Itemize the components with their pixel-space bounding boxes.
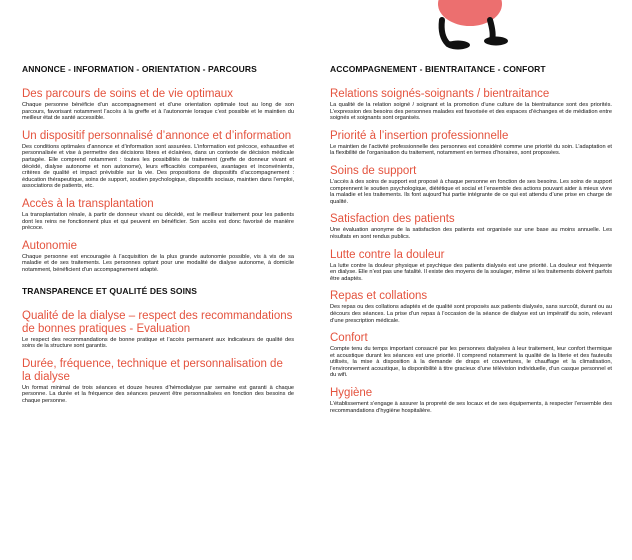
item-body: Le maintien de l’activité professionnelle des personnes est considéré comme une priorité du soin. L’adaptation et la flexibilité de l’organisation du traitement, notamment en termes d’horaires, sont proposées.: [330, 143, 612, 157]
item-title: Confort: [330, 332, 368, 345]
item-title: Satisfaction des patients: [330, 213, 455, 226]
item-title: Des parcours de soins et de vie optimaux: [22, 88, 233, 100]
item-body: La qualité de la relation soigné / soignant et la promotion d’une culture de la bientraitance sont des priorités. L’expression des besoins des personnes malades est favorisée et des espaces d’échanges et de médiation entre soignés et soignants sont organisés.: [330, 102, 612, 122]
item-body: Des conditions optimales d’annonce et d’information sont assurées. L’information est précoce, exhaustive et personnalisée et vise à permettre des décisions libres et éclairées, dans un contexte de décision médicale partagée. Elle comprend notamment : toutes les possibilités de traitement (greffe de donneur vivant et décédé, dialyse autonome et non autonome), leurs efficacités comparées, avantages et inconvénients, critères de qualité et impact prévisible sur la vie. Des propositions de dispositifs d’accompagnement : éducation thérapeutique, soins de support, soutien psychologique, dispositifs sociaux, maintien dans l’emploi, associations de patients, etc.: [22, 143, 294, 190]
item-body: La lutte contre la douleur physique et psychique des patients dialysés est une priorité. La douleur est fréquente en dialyse. Elle n’est pas une fatalité. Il existe des moyens de la soulager, même si les traitements doivent parfois être adaptés.: [330, 262, 612, 282]
item-title: Soins de support: [330, 164, 417, 177]
item-title: Un dispositif personnalisé d’annonce et d’information: [22, 129, 292, 142]
item-dispositif: [22, 130, 294, 190]
section-title-annonce: ANNONCE - INFORMATION - ORIENTATION - PARCOURS: [22, 64, 257, 74]
item-douleur: [330, 249, 612, 283]
item-qualite-dialyse: [22, 310, 294, 350]
item-title: Priorité à l’insertion professionnelle: [330, 129, 509, 142]
item-soins-support: [330, 165, 612, 205]
section-title-accompagnement: ACCOMPAGNEMENT - BIENTRAITANCE - CONFORT: [330, 64, 546, 74]
item-insertion: [330, 130, 612, 157]
item-duree-dialyse: [22, 358, 294, 405]
section-title-transparence: TRANSPARENCE ET QUALITÉ DES SOINS: [22, 285, 198, 296]
item-title: Durée, fréquence, technique et personnalisation de la dialyse: [22, 357, 283, 383]
item-title: Hygiène: [330, 387, 373, 400]
item-title: Autonomie: [22, 239, 77, 252]
item-title: Qualité de la dialyse – respect des recommandations de bonnes pratiques - Evaluation: [22, 309, 293, 335]
mascot-illustration: [420, 0, 530, 50]
item-transplantation: [22, 198, 294, 232]
item-body: L’accès à des soins de support est proposé à chaque personne en fonction de ses besoins. Les soins de support comprennent le soutien psychologique, diététique et social et l’ensemble des actions pouvant aider à mieux vivre la maladie et les traitements. Ils font aujourd’hui partie intégrante de ce qui est attendu d’une prise en charge de qualité.: [330, 178, 612, 205]
right-column: [330, 64, 612, 422]
item-body: La transplantation rénale, à partir de donneur vivant ou décédé, est le meilleur traitement pour les patients dont les reins ne fonctionnent plus et qui peuvent en bénéficier. Son accès est donc favorisé de manière précoce.: [22, 211, 294, 232]
item-body: Un format minimal de trois séances et douze heures d’hémodialyse par semaine est garanti à chaque personne. La durée et la fréquence des séances peuvent être personnalisées en fonction des besoins de chaque personne.: [22, 384, 294, 404]
item-title: Accès à la transplantation: [22, 197, 154, 210]
item-title: Relations soignés-soignants / bientraitance: [330, 88, 550, 100]
item-hygiene: [330, 387, 612, 414]
left-column: [22, 64, 294, 412]
item-body: L’établissement s’engage à assurer la propreté de ses locaux et de ses équipements, à respecter l’ensemble des recommandations d’hygiène hospitalière.: [330, 401, 612, 414]
item-title: Lutte contre la douleur: [330, 248, 445, 261]
item-body: Le respect des recommandations de bonne pratique et l’accès permanent aux indicateurs de qualité des soins de la structure sont garantis.: [22, 336, 294, 350]
item-satisfaction: [330, 213, 612, 240]
item-body: Chaque personne est encouragée à l’acquisition de la plus grande autonomie possible, vis à vis de sa maladie et de ses traitements. Les personnes optant pour une modalité de dialyse autonome, à domicile notamment, bénéficient d’un accompagnement adapté.: [22, 253, 294, 273]
item-repas: [330, 290, 612, 324]
item-confort: [330, 332, 612, 379]
item-relations: [330, 88, 612, 122]
item-body: Des repas ou des collations adaptés et de qualité sont proposés aux patients dialysés, sans surcoût, durant ou au décours des séances. La prise d’un repas à l’occasion de la séance de dialyse est un impératif du soin, relevant d’une prescription médicale.: [330, 304, 612, 324]
item-autonomie: [22, 240, 294, 274]
item-title: Repas et collations: [330, 290, 428, 303]
item-parcours: [22, 88, 294, 122]
item-body: Chaque personne bénéficie d’un accompagnement et d’une orientation optimale tout au long de son parcours, favorisant notamment l’accès à la greffe et à l’autonomie lorsque c’est possible et le maintien du meilleur état de santé accessible.: [22, 102, 294, 122]
item-body: Une évaluation anonyme de la satisfaction des patients est organisée sur une base au moins annuelle. Les résultats en sont rendus publics.: [330, 227, 612, 240]
item-body: Compte tenu du temps important consacré par les personnes dialysées à leur traitement, leur confort thermique et acoustique durant les séances est une priorité. Il comprend notamment la qualité de la literie et des fauteuils utilisés, la mise à disposition à la demande de draps et couvertures, le chauffage et la climatisation, l’environnement acoustique, la disponibilité à titre gracieux d’une télévision individuelle, d’un casque personnel et du wifi.: [330, 346, 612, 379]
